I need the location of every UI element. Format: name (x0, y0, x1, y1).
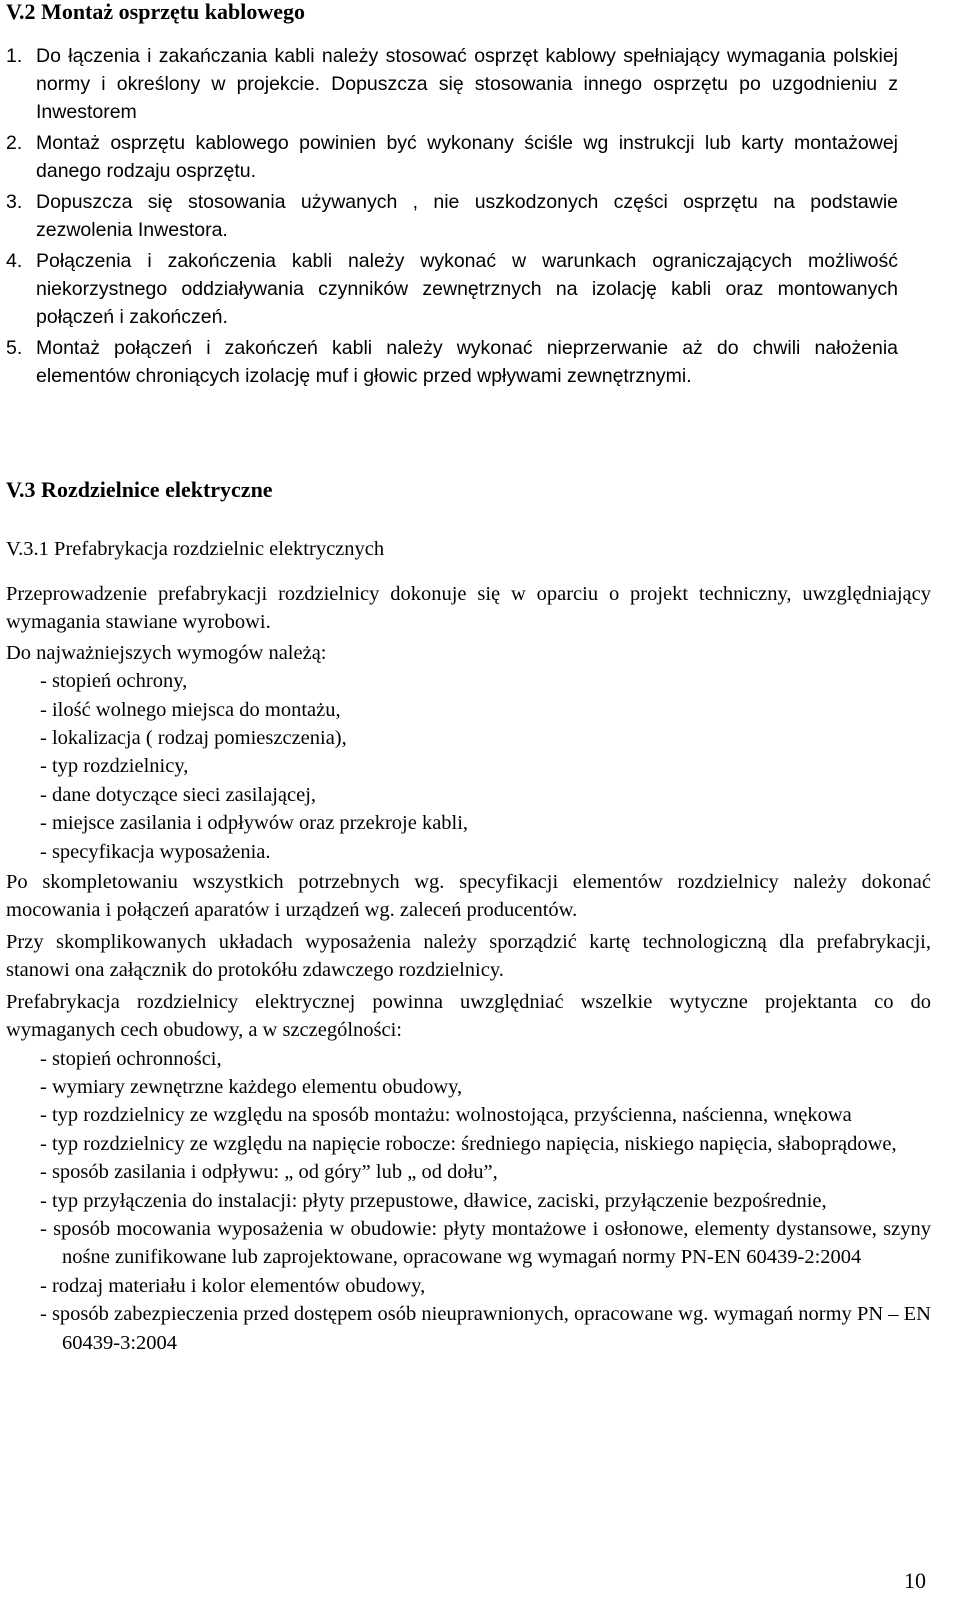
paragraph: Po skompletowaniu wszystkich potrzebnych wg. specyfikacji elementów rozdzielnicy należy dokonać mocowania i połączeń aparatów i urządzeń wg. zaleceń producentów. (6, 871, 931, 922)
section-heading-v2: V.2 Montaż osprzętu kablowego (6, 0, 306, 24)
list-item (6, 42, 898, 126)
item-text: Połączenia i zakończenia kabli należy wykonać w warunkach ograniczających możliwość niekorzystnego oddziaływania czynników zewnętrznych na izolację kabli oraz montowanych połączeń i zakończeń. (36, 250, 898, 328)
list-item: - typ rozdzielnicy ze względu na sposób montażu: wolnostojąca, przyścienna, naścienna, wnękowa (40, 1104, 852, 1127)
list-item: - lokalizacja ( rodzaj pomieszczenia), (40, 727, 347, 750)
list-item: - wymiary zewnętrzne każdego elementu obudowy, (40, 1075, 463, 1098)
list-item (6, 334, 898, 390)
paragraph: Prefabrykacja rozdzielnicy elektrycznej powinna uwzględniać wszelkie wytyczne projektanta co do wymaganych cech obudowy, a w szczególności: (6, 990, 931, 1042)
design-requirements-list (6, 1045, 931, 1357)
requirements-list (6, 667, 931, 866)
item-number: 5. (6, 337, 23, 359)
list-item: - typ rozdzielnicy ze względu na napięcie robocze: średniego napięcia, niskiego napięcia, słaboprądowe, (40, 1132, 897, 1155)
body-text (6, 580, 931, 1357)
paragraph: Do najważniejszych wymogów należą: (6, 641, 327, 664)
list-item: - typ rozdzielnicy, (40, 755, 189, 778)
list-item: - stopień ochrony, (40, 670, 188, 693)
list-item: - stopień ochronności, (40, 1047, 222, 1070)
item-text: Dopuszcza się stosowania używanych , nie uszkodzonych części osprzętu na podstawie zezwolenia Inwestora. (36, 191, 898, 241)
subsection-heading: V.3.1 Prefabrykacja rozdzielnic elektrycznych (6, 538, 385, 560)
list-item: - rodzaj materiału i kolor elementów obudowy, (40, 1274, 426, 1297)
item-text: Do łączenia i zakańczania kabli należy stosować osprzęt kablowy spełniający wymagania polskiej normy i określony w projekcie. Dopuszcza się stosowania innego osprzętu po uzgodnieniu z Inwestorem (36, 45, 898, 123)
list-item: - ilość wolnego miejsca do montażu, (40, 698, 341, 721)
list-item: - miejsce zasilania i odpływów oraz przekroje kabli, (40, 812, 469, 835)
item-text: Montaż połączeń i zakończeń kabli należy wykonać nieprzerwanie aż do chwili nałożenia elementów chroniących izolację muf i głowic przed wpływami zewnętrznymi. (36, 337, 898, 387)
paragraph: Przy skomplikowanych układach wyposażenia należy sporządzić kartę technologiczną dla prefabrykacji, stanowi ona załącznik do protokółu zdawczego rozdzielnicy. (6, 930, 931, 982)
item-text: Montaż osprzętu kablowego powinien być wykonany ściśle wg instrukcji lub karty montażowej danego rodzaju osprzętu. (36, 132, 898, 182)
item-number: 4. (6, 250, 23, 272)
item-number: 2. (6, 132, 23, 154)
list-item: - sposób zabezpieczenia przed dostępem osób nieuprawnionych, opracowane wg. wymagań normy PN – EN 60439-3:2004 (40, 1303, 931, 1354)
numbered-list (6, 42, 898, 393)
list-item: - typ przyłączenia do instalacji: płyty przepustowe, dławice, zaciski, przyłączenie bezpośrednie, (40, 1189, 827, 1212)
item-number: 3. (6, 191, 23, 213)
section-heading-v3: V.3 Rozdzielnice elektryczne (6, 477, 273, 502)
list-item: - sposób mocowania wyposażenia w obudowie: płyty montażowe i osłonowe, elementy dystansowe, szyny nośne zunifikowane lub zaprojektowane, opracowane wg wymagań normy PN-EN 60439-2:2004 (40, 1217, 931, 1269)
list-item: - dane dotyczące sieci zasilającej, (40, 783, 317, 806)
list-item: - specyfikacja wyposażenia. (40, 840, 271, 863)
list-item: - sposób zasilania i odpływu: „ od góry” lub „ od dołu”, (40, 1161, 498, 1184)
item-number: 1. (6, 45, 23, 67)
page-number: 10 (904, 1568, 926, 1593)
list-item (6, 247, 898, 331)
list-item (6, 188, 898, 244)
paragraph: Przeprowadzenie prefabrykacji rozdzielnicy dokonuje się w oparciu o projekt techniczny, uwzględniający wymagania stawiane wyrobowi. (6, 583, 931, 634)
list-item (6, 129, 898, 185)
